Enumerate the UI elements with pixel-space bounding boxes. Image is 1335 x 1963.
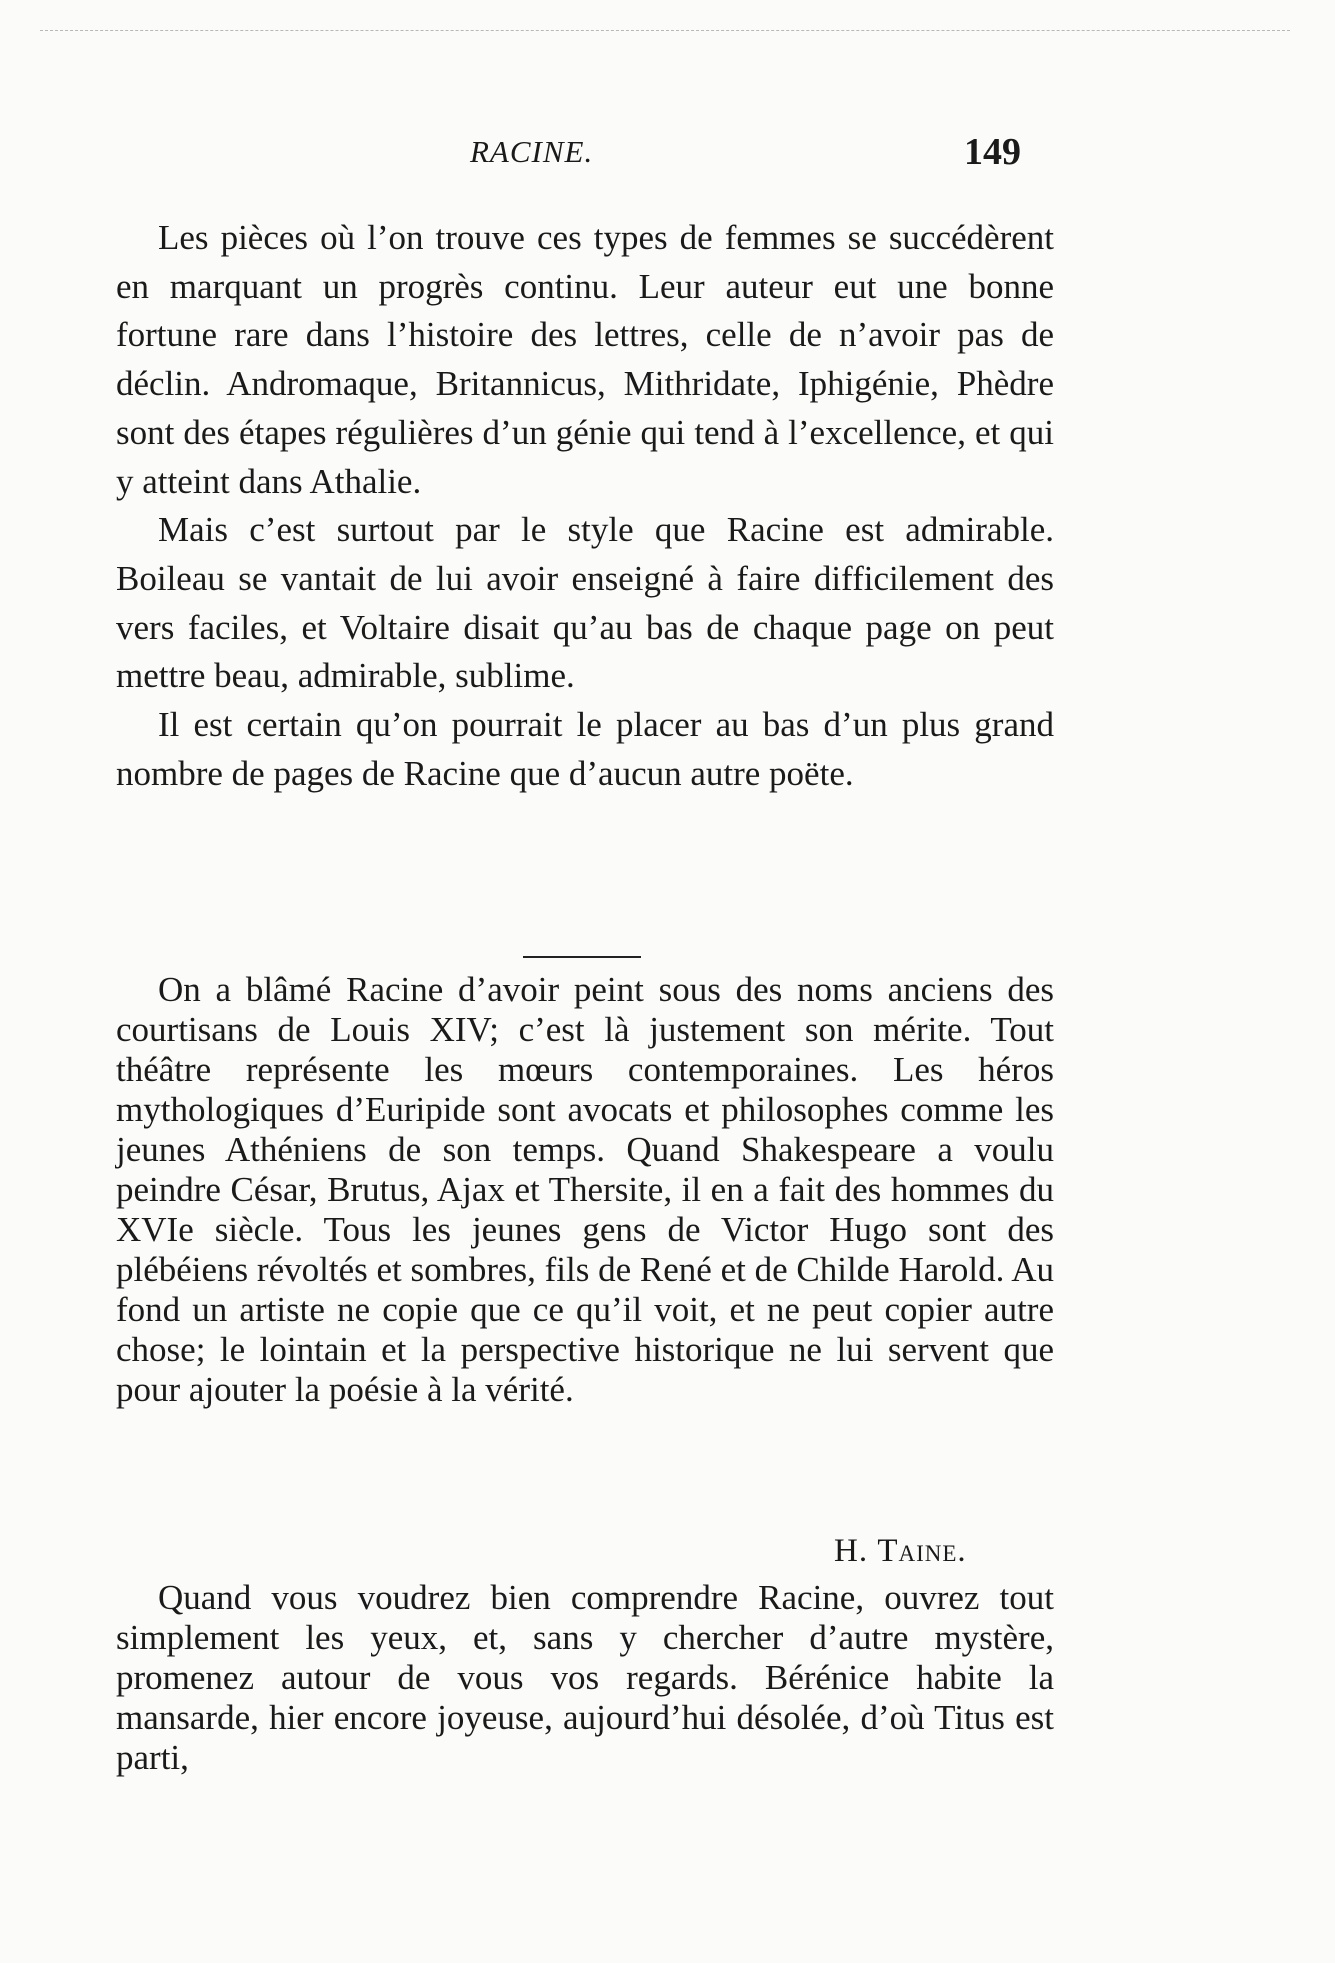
section-one [116,214,1054,798]
page-edge-rule [40,30,1290,31]
section-separator [523,956,641,958]
paragraph: Il est certain qu’on pourrait le placer au bas d’un plus grand nombre de pages de Racine que d’aucun autre poëte. [116,705,1054,793]
paragraph: Les pièces où l’on trouve ces types de femmes se succédèrent en marquant un progrès continu. Leur auteur eut une bonne fortune rare dans l’histoire des lettres, celle de n’avoir pas de déclin. Andromaque, Britannicus, Mithridate, Iphigénie, Phèdre sont des étapes régulières d’un génie qui tend à l’excellence, et qui y atteint dans Athalie. [116,218,1054,501]
signature-name: Taine. [877,1533,967,1569]
running-title: RACINE. [470,134,594,169]
paragraph: Quand vous voudrez bien comprendre Racine, ouvrez tout simplement les yeux, et, sans y chercher d’autre mystère, promenez autour de vous vos regards. Bérénice habite la mansarde, hier encore joyeuse, aujourd’hui désolée, d’où Titus est parti, [116,1578,1054,1777]
paragraph: Mais c’est surtout par le style que Racine est admirable. Boileau se vantait de lui avoir enseigné à faire difficilement des vers faciles, et Voltaire disait qu’au bas de chaque page on peut mettre beau, admirable, sublime. [116,510,1054,696]
author-signature [834,1533,967,1570]
section-three [116,1578,1054,1778]
section-two [116,970,1054,1410]
paragraph: On a blâmé Racine d’avoir peint sous des noms anciens des courtisans de Louis XIV; c’est là justement son mérite. Tout théâtre représente les mœurs contemporaines. Les héros mythologiques d’Euripide sont avocats et philosophes comme les jeunes Athéniens de son temps. Quand Shakespeare a voulu peindre César, Brutus, Ajax et Thersite, il en a fait des hommes du XVIe siècle. Tous les jeunes gens de Victor Hugo sont des plébéiens révoltés et sombres, fils de René et de Childe Harold. Au fond un artiste ne copie que ce qu’il voit, et ne peut copier autre chose; le lointain et la perspective historique ne lui servent que pour ajouter la poésie à la vérité. [116,970,1054,1409]
page-number: 149 [964,131,1021,173]
running-head [0,126,1335,176]
signature-initial: H. [834,1533,878,1569]
